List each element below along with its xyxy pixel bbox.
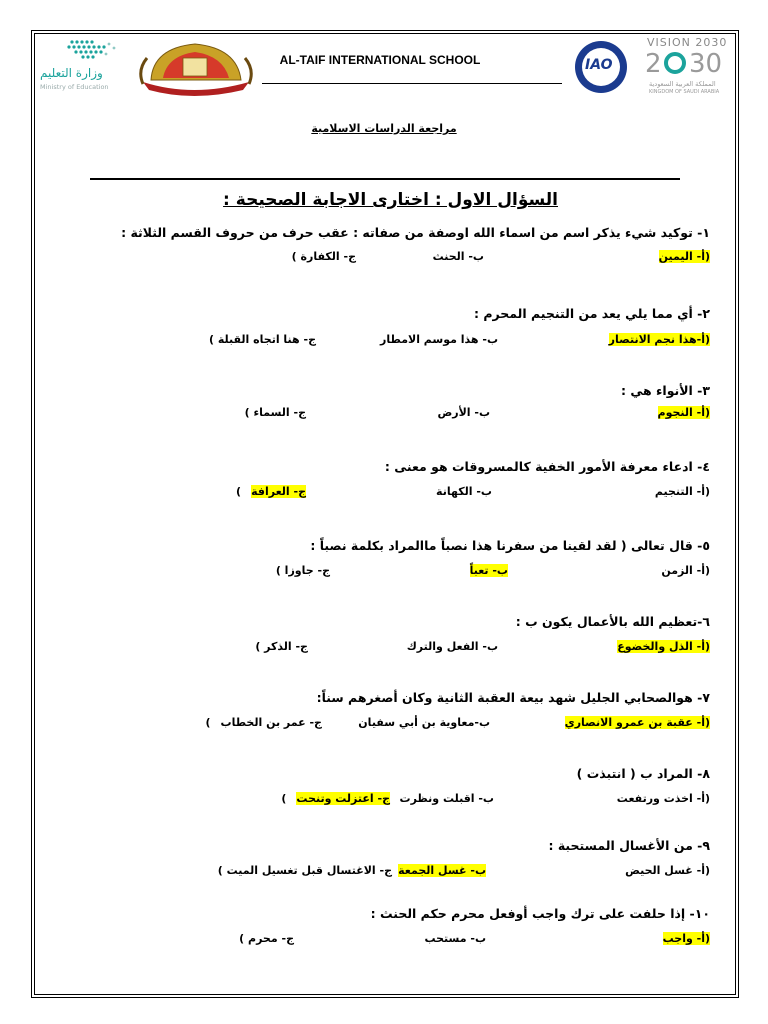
question-8-text: ٨- المراد ب ( انتبذت ) — [576, 766, 710, 781]
question-5-option-a — [661, 564, 710, 577]
question-6-option-c — [255, 640, 308, 653]
question-5-option-b — [470, 564, 508, 577]
question-1-option-a — [659, 250, 710, 263]
question-9-text: ٩- من الأغسال المستحبة : — [548, 838, 710, 853]
question-4-option-b — [436, 485, 492, 498]
option-label: (أ-هذا نجم الانتصار — [608, 333, 710, 346]
question-1-text: ١- توكيد شيء يذكر اسم من اسماء الله اوصفة من صفاته : عقب حرف من حروف القسم الثلاثة : — [121, 225, 710, 240]
closing-paren: ) — [205, 716, 211, 729]
option-label: ب- الكهانة — [436, 485, 492, 498]
vision-2030-logo — [645, 36, 735, 98]
question-8-option-c — [281, 792, 390, 805]
option-label: ب- تعباً — [469, 564, 508, 577]
moe-english-name: Ministry of Education — [40, 83, 109, 91]
option-label: (أ- الذل والخضوع — [617, 640, 710, 653]
svg-text:2: 2 — [645, 49, 662, 78]
question-6-text: ٦-تعظيم الله بالأعمال يكون ب : — [515, 614, 710, 629]
closing-paren: ) — [281, 792, 287, 805]
option-label: ب-معاوية بن أبي سفيان — [358, 716, 490, 729]
option-label: (أ- اخذت ورتفعت — [616, 792, 710, 805]
question-1-option-b — [433, 250, 484, 263]
question-10-text: ١٠- إذا حلفت على ترك واجب أوفعل محرم حكم الحنث : — [370, 906, 710, 921]
vision-english: KINGDOM OF SAUDI ARABIA — [649, 89, 720, 95]
option-label: ب- اقبلت ونظرت — [399, 792, 494, 805]
question-10-option-b — [424, 932, 486, 945]
question-6-option-b — [407, 640, 498, 653]
school-name-title: AL-TAIF INTERNATIONAL SCHOOL — [279, 53, 481, 67]
question-7-option-b — [358, 716, 490, 729]
vision-arabic: المملكة العربية السعودية — [649, 80, 716, 88]
question-4-text: ٤- ادعاء معرفة الأمور الخفية كالمسروقات هو معنى : — [384, 459, 710, 474]
option-label: (أ- التنجيم — [654, 485, 710, 498]
question-8-option-b — [400, 792, 494, 805]
section-heading: السؤال الاول : اختارى الاجابة الصحيحة : — [223, 190, 558, 210]
vision-text: VISION 2030 — [647, 36, 728, 49]
question-1-option-c — [292, 250, 356, 263]
option-label: ب- هذا موسم الامطار — [380, 333, 498, 346]
option-label: ب- الأرض — [437, 406, 490, 419]
question-9-option-b — [398, 864, 486, 877]
question-7-text: ٧- هوالصحابي الجليل شهد بيعة العقبة الثانية وكان أصغرهم سناً: — [316, 690, 710, 705]
crest-icon — [133, 40, 259, 96]
option-label: (أ- واجب — [662, 932, 710, 945]
question-2-option-b — [380, 333, 498, 346]
question-3-text: ٣- الأنواء هي : — [621, 383, 710, 398]
option-label: ج- اعتزلت وتنحت — [296, 792, 390, 805]
option-label: ج- هنا اتجاه القبلة ) — [208, 333, 316, 346]
question-3-option-b — [437, 406, 490, 419]
question-6-option-a — [617, 640, 710, 653]
question-4-option-a — [655, 485, 710, 498]
moe-arabic-name: وزارة التعليم — [40, 66, 103, 80]
question-3-option-c — [245, 406, 306, 419]
option-label: (أ- غسل الحيض — [625, 864, 710, 877]
option-label: ج- الكفارة ) — [291, 250, 356, 263]
vision-2030-icon — [645, 48, 735, 78]
question-10-option-a — [663, 932, 710, 945]
option-label: ج- عمر بن الخطاب — [220, 716, 322, 729]
option-label: ج- العرافة — [251, 485, 306, 498]
question-5-option-c — [276, 564, 330, 577]
iao-logo — [565, 38, 645, 96]
title-divider — [90, 178, 680, 180]
option-label: ب- الفعل والترك — [406, 640, 498, 653]
question-4-option-c — [236, 485, 306, 498]
closing-paren: ) — [236, 485, 242, 498]
iao-text: IAO — [585, 57, 613, 73]
option-label: ب- غسل الجمعة — [398, 864, 486, 877]
option-label: ج- الاغتسال قبل تغسيل الميت ) — [217, 864, 392, 877]
header-underline — [262, 83, 562, 84]
question-2-text: ٢- أي مما يلي يعد من التنجيم المحرم : — [474, 306, 710, 321]
option-label: (أ- اليمين — [658, 250, 710, 263]
question-9-option-a — [625, 864, 710, 877]
question-2-option-a — [609, 333, 710, 346]
option-label: ب- الحنث — [432, 250, 484, 263]
question-9-option-c — [218, 864, 392, 877]
svg-text:30: 30 — [689, 49, 723, 78]
option-label: ج- جاوزا ) — [275, 564, 330, 577]
school-crest-logo — [133, 40, 259, 96]
question-7-option-c — [205, 716, 322, 729]
question-7-option-a — [565, 716, 710, 729]
subject-title: مراجعة الدراسات الاسلامية — [311, 122, 457, 135]
ministry-of-education-logo — [36, 36, 146, 94]
question-3-option-a — [658, 406, 710, 419]
question-5-text: ٥- قال تعالى ( لقد لقينا من سفرنا هذا نصباً ماالمراد بكلمة نصباً : — [310, 538, 710, 553]
question-2-option-c — [209, 333, 316, 346]
question-8-option-a — [617, 792, 710, 805]
option-label: (أ- الزمن — [661, 564, 710, 577]
option-label: (أ- النجوم — [657, 406, 710, 419]
option-label: ب- مستحب — [424, 932, 486, 945]
option-label: ج- السماء ) — [244, 406, 306, 419]
option-label: ج- الذكر ) — [255, 640, 308, 653]
option-label: ج- محرم ) — [239, 932, 294, 945]
question-10-option-c — [239, 932, 294, 945]
option-label: (أ- عقبة بن عمرو الانصاري — [564, 716, 710, 729]
